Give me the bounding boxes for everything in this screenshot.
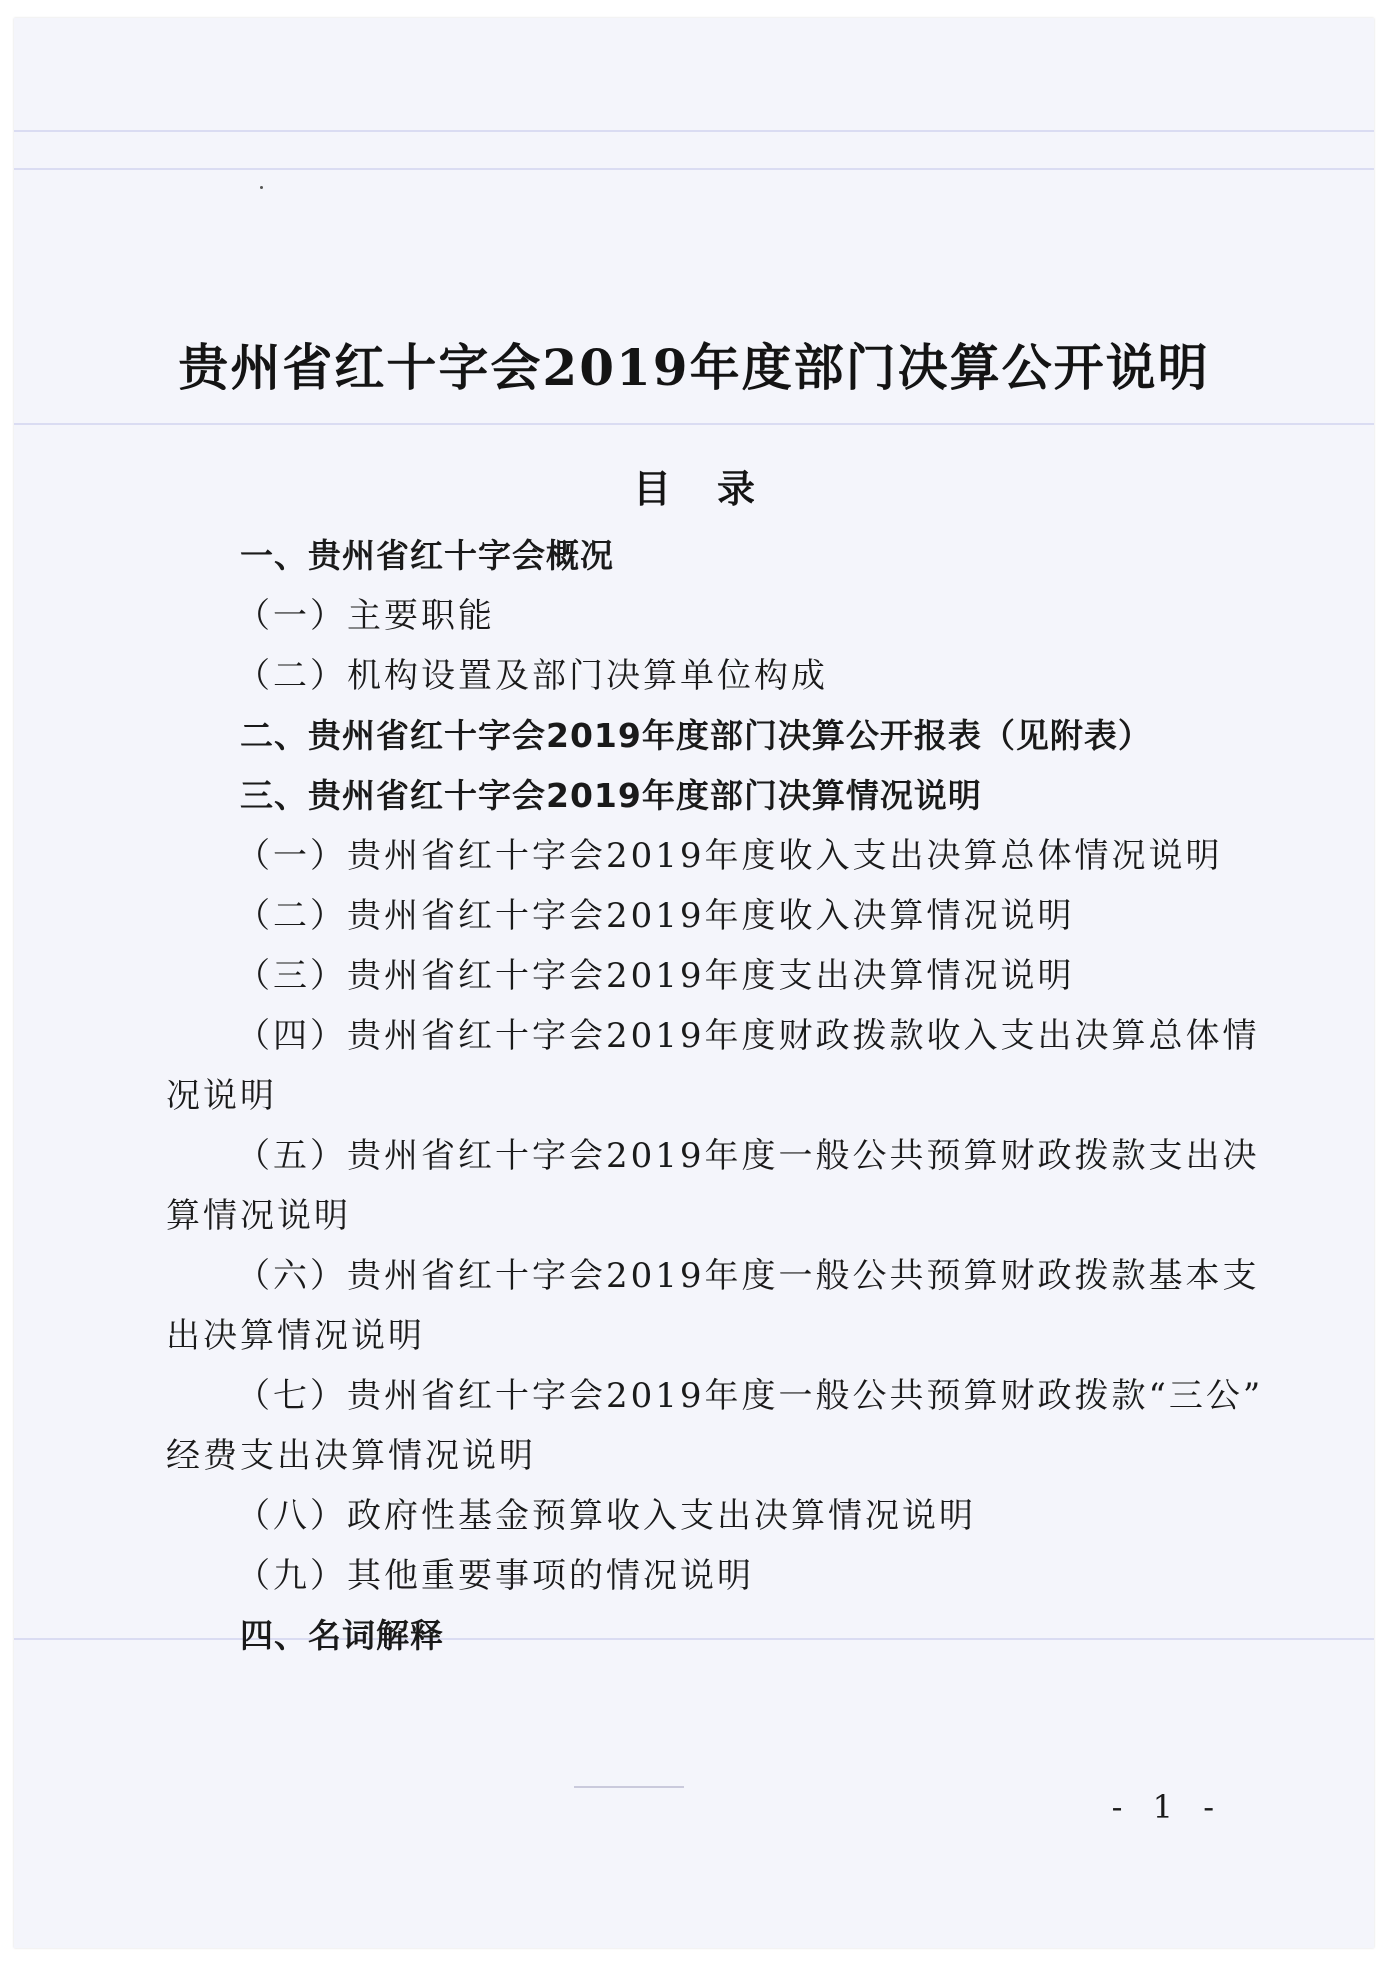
table-of-contents [14, 18, 1374, 1948]
toc-section: 一、贵州省红十字会概况 [240, 536, 614, 575]
toc-subsection: （八）政府性基金预算收入支出决算情况说明 [236, 1496, 976, 1536]
toc-subsection-continued: 算情况说明 [166, 1196, 351, 1236]
document-page [14, 18, 1374, 1948]
toc-subsection: （五）贵州省红十字会2019年度一般公共预算财政拨款支出决 [236, 1136, 1260, 1176]
toc-subsection-continued: 经费支出决算情况说明 [166, 1436, 536, 1476]
toc-subsection: （三）贵州省红十字会2019年度支出决算情况说明 [236, 956, 1075, 996]
footer-mark [574, 1786, 684, 1788]
toc-subsection: （一）主要职能 [236, 596, 495, 636]
toc-subsection: （七）贵州省红十字会2019年度一般公共预算财政拨款“三公” [236, 1376, 1264, 1416]
toc-subsection: （二）贵州省红十字会2019年度收入决算情况说明 [236, 896, 1075, 936]
toc-section: 四、名词解释 [240, 1616, 444, 1655]
document-title: 贵州省红十字会2019年度部门决算公开说明 [178, 338, 1210, 397]
toc-section: 二、贵州省红十字会2019年度部门决算公开报表（见附表） [240, 716, 1152, 755]
toc-heading-char: 目 [632, 467, 671, 511]
toc-subsection: （四）贵州省红十字会2019年度财政拨款收入支出决算总体情 [236, 1016, 1260, 1056]
toc-subsection-continued: 况说明 [166, 1076, 277, 1116]
page-number: - 1 - [1111, 1788, 1224, 1826]
toc-section: 三、贵州省红十字会2019年度部门决算情况说明 [240, 776, 982, 815]
toc-heading-char: 录 [717, 467, 756, 511]
toc-subsection: （二）机构设置及部门决算单位构成 [236, 656, 828, 696]
toc-subsection: （九）其他重要事项的情况说明 [236, 1556, 754, 1596]
toc-subsection: （一）贵州省红十字会2019年度收入支出决算总体情况说明 [236, 836, 1223, 876]
toc-subsection-continued: 出决算情况说明 [166, 1316, 425, 1356]
toc-subsection: （六）贵州省红十字会2019年度一般公共预算财政拨款基本支 [236, 1256, 1260, 1296]
